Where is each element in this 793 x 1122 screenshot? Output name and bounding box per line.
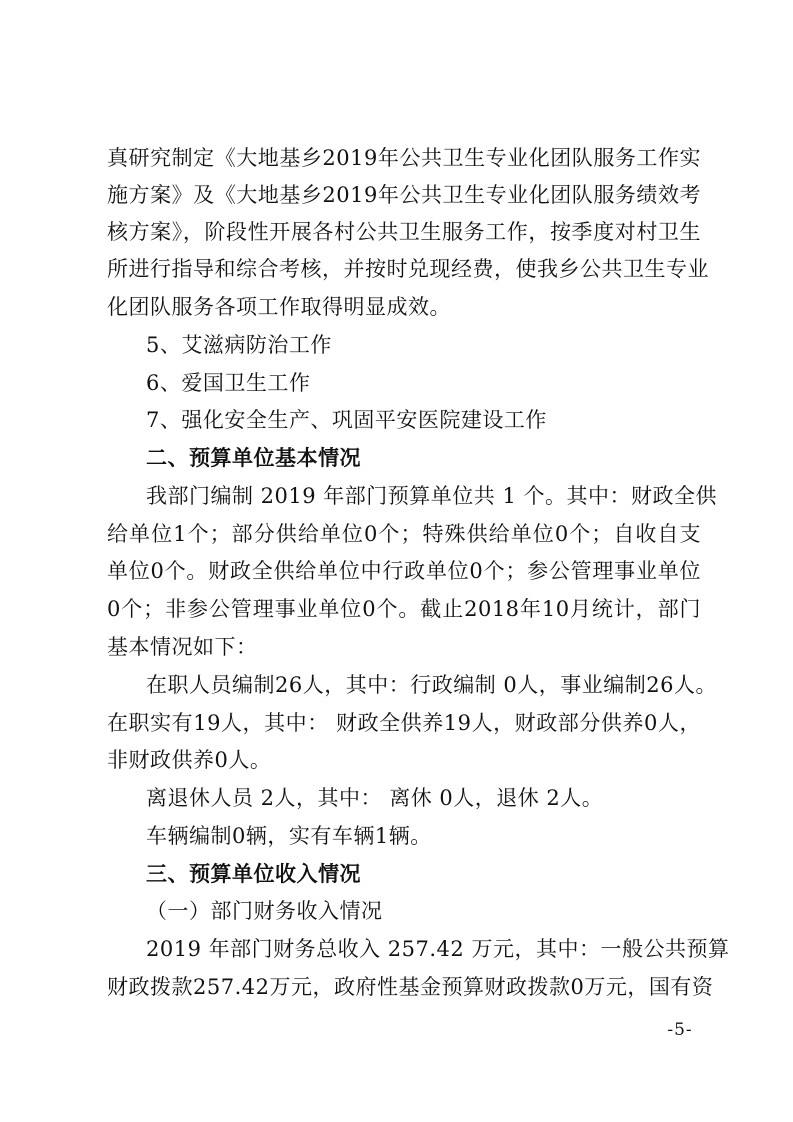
list-item: 6、爱国卫生工作 <box>146 371 311 395</box>
paragraph-line: 在职实有19人，其中： 财政全供养19人，财政部分供养0人， <box>107 711 701 735</box>
section-heading: 三、预算单位收入情况 <box>146 861 361 886</box>
list-item: 5、艾滋病防治工作 <box>146 333 332 357</box>
paragraph-line: 真研究制定《大地基乡2019年公共卫生专业化团队服务工作实 <box>107 146 701 170</box>
paragraph-line: 施方案》及《大地基乡2019年公共卫生专业化团队服务绩效考 <box>107 183 701 207</box>
paragraph-line: 化团队服务各项工作取得明显成效。 <box>107 295 451 319</box>
paragraph-line: 财政拨款257.42万元，政府性基金预算财政拨款0万元，国有资 <box>107 975 714 999</box>
paragraph-line: 非财政供养0人。 <box>107 748 272 772</box>
paragraph-line: 给单位1个；部分供给单位0个；特殊供给单位0个；自收自支 <box>107 522 701 546</box>
paragraph-line: 在职人员编制26人，其中：行政编制 0人，事业编制26人。 <box>146 673 717 697</box>
section-heading: 二、预算单位基本情况 <box>146 445 361 470</box>
paragraph-line: 离退休人员 2人，其中： 离休 0人，退休 2人。 <box>146 786 604 810</box>
paragraph-line: 我部门编制 2019 年部门预算单位共 1 个。其中：财政全供 <box>146 484 718 508</box>
subsection-heading: （一）部门财务收入情况 <box>146 899 383 923</box>
paragraph-line: 0个；非参公管理事业单位0个。截止2018年10月统计，部门 <box>107 597 701 621</box>
page-number: -5- <box>667 1020 693 1040</box>
paragraph-line: 所进行指导和综合考核，并按时兑现经费，使我乡公共卫生专业 <box>107 257 709 281</box>
paragraph-line: 车辆编制0辆，实有车辆1辆。 <box>146 824 432 848</box>
list-item: 7、强化安全生产、巩固平安医院建设工作 <box>146 408 547 432</box>
paragraph-line: 基本情况如下： <box>107 635 258 659</box>
paragraph-line: 单位0个。财政全供给单位中行政单位0个；参公管理事业单位 <box>107 559 701 583</box>
paragraph-line: 2019 年部门财务总收入 257.42 万元，其中：一般公共预算 <box>146 937 730 961</box>
paragraph-line: 核方案》，阶段性开展各村公共卫生服务工作，按季度对村卫生 <box>107 220 701 244</box>
